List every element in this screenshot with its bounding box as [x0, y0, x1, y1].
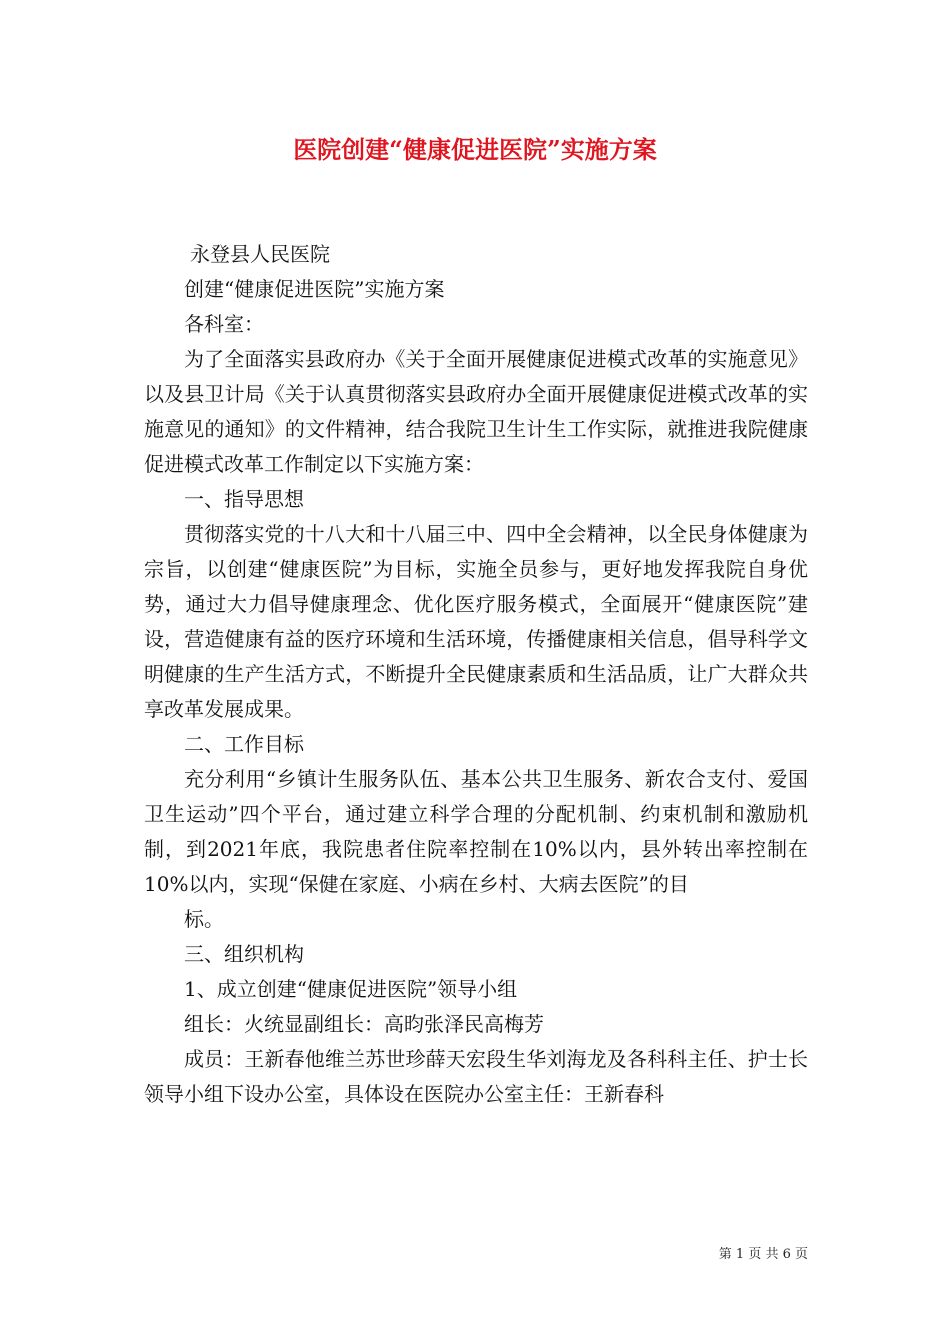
paragraph-plan-title: 创建“健康促进医院”实施方案	[184, 277, 445, 301]
paragraph-group-members: 成员：王新春他维兰苏世珍薛天宏段生华刘海龙及各科科主任、护士长领导小组下设办公室，具体设在医院办公室主任：王新春科	[144, 1047, 808, 1106]
section-heading-organization: 三、组织机构	[184, 942, 304, 966]
paragraph-intro: 为了全面落实县政府办《关于全面开展健康促进模式改革的实施意见》以及县卫计局《关于认真贯彻落实县政府办全面开展健康促进模式改革的实施意见的通知》的文件精神，结合我院卫生计生工作实际，就推进我院健康促进模式改革工作制定以下实施方案：	[144, 347, 808, 476]
paragraph-goals: 充分利用“乡镇计生服务队伍、基本公共卫生服务、新农合支付、爱国卫生运动”四个平台，通过建立科学合理的分配机制、约束机制和激励机制，到2021年底，我院患者住院率控制在10%以内，县外转出率控制在10%以内，实现“保健在家庭、小病在乡村、大病去医院”的目	[144, 767, 808, 896]
paragraph-goals-continued: 标。	[184, 907, 224, 931]
section-heading-guiding-thought: 一、指导思想	[184, 487, 304, 511]
page-number-footer: 第 1 页 共 6 页	[718, 1247, 808, 1262]
paragraph-group-leaders: 组长：火统显副组长：高昀张泽民高梅芳	[184, 1012, 544, 1036]
section-heading-goals: 二、工作目标	[184, 732, 304, 756]
document-body	[144, 237, 808, 1112]
paragraph-salutation: 各科室：	[184, 312, 264, 336]
document-title: 医院创建“健康促进医院”实施方案	[293, 135, 657, 164]
paragraph-leading-group: 1、成立创建“健康促进医院”领导小组	[184, 977, 518, 1001]
paragraph-organization: 永登县人民医院	[190, 242, 330, 266]
paragraph-guiding-thought: 贯彻落实党的十八大和十八届三中、四中全会精神，以全民身体健康为宗旨，以创建“健康医院”为目标，实施全员参与，更好地发挥我院自身优势，通过大力倡导健康理念、优化医疗服务模式，全面展开“健康医院”建设，营造健康有益的医疗环境和生活环境，传播健康相关信息，倡导科学文明健康的生产生活方式，不断提升全民健康素质和生活品质，让广大群众共享改革发展成果。	[144, 522, 808, 721]
